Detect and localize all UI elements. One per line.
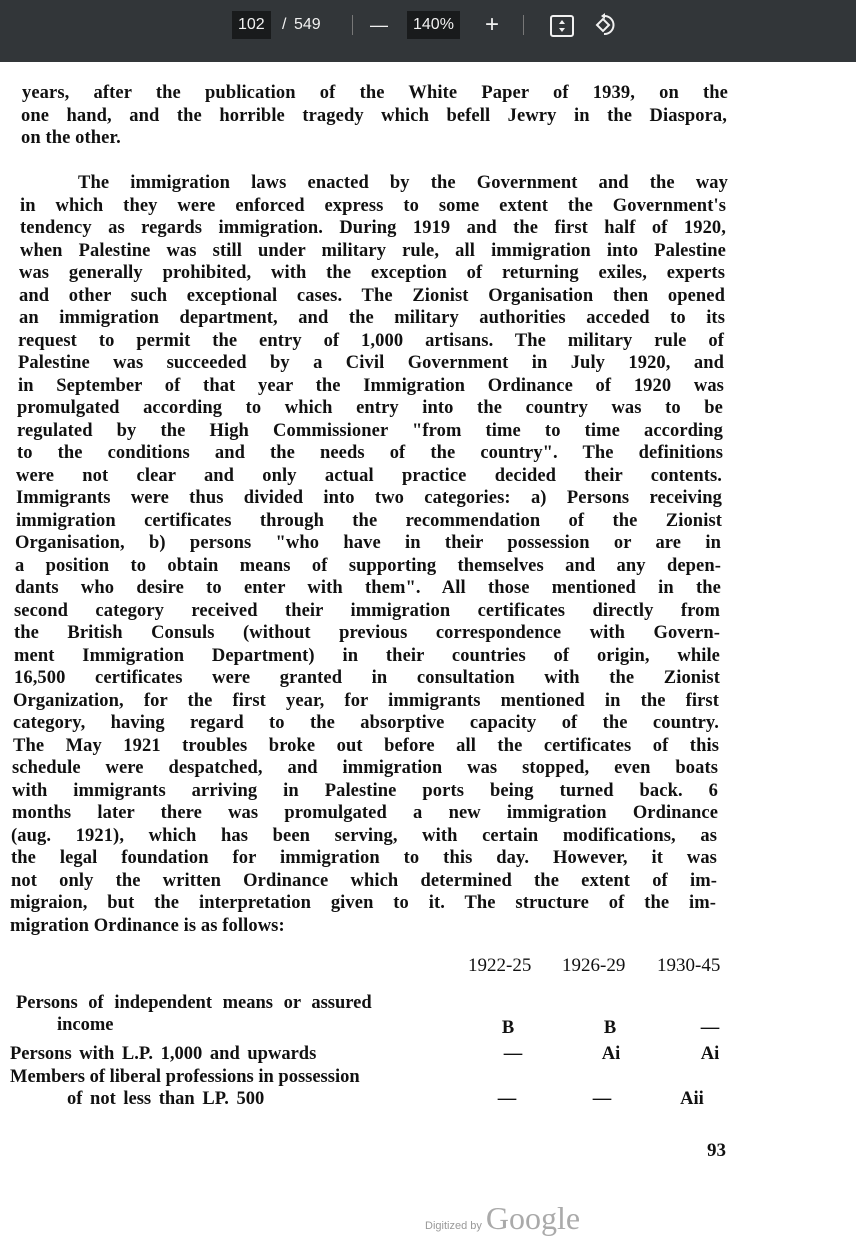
text-line: Organisation, b) persons "who have in their possession or are in	[15, 533, 721, 553]
table-header: 1930-45	[657, 955, 721, 976]
table-cell: B	[603, 1018, 617, 1038]
text-line: in September of that year the Immigration Ordinance of 1920 was	[18, 375, 724, 396]
text-line: with immigrants arriving in Palestine ports being turned back. 6	[12, 780, 718, 801]
page-separator: /	[282, 16, 287, 33]
text-line: dants who desire to enter with them". All those mentioned in the	[15, 578, 721, 598]
text-line: were not clear and only actual practice decided their contents.	[16, 465, 722, 486]
text-line: Organization, for the first year, for immigrants mentioned in the first	[13, 690, 719, 711]
text-line: a position to obtain means of supporting themselves and any depen-	[15, 555, 721, 576]
text-line: second category received their immigration certificates directly from	[14, 600, 720, 621]
text-line: category, having regard to the absorptive capacity of the country.	[13, 713, 719, 733]
text-line: immigration certificates through the recommendation of the Zionist	[16, 510, 722, 531]
pdf-page	[0, 62, 856, 1236]
text-line: promulgated according to which entry into the country was to be	[17, 398, 723, 418]
text-line: migration Ordinance is as follows:	[10, 915, 285, 936]
zoom-out-button[interactable]: —	[370, 15, 388, 35]
text-line: schedule were despatched, and immigration was stopped, even boats	[12, 758, 718, 778]
text-line: request to permit the entry of 1,000 artisans. The military rule of	[18, 330, 724, 351]
table-cell: Ai	[601, 1044, 621, 1064]
text-line: when Palestine was still under military rule, all immigration into Palestine	[20, 240, 726, 261]
divider	[352, 15, 353, 35]
fit-to-page-icon[interactable]	[550, 15, 574, 43]
text-line: The immigration laws enacted by the Government and the way	[78, 173, 728, 193]
table-cell: Ai	[700, 1044, 720, 1064]
table-row-label: Persons of independent means or assured	[16, 993, 372, 1013]
table-cell: Aii	[680, 1089, 704, 1109]
text-line: one hand, and the horrible tragedy which befell Jewry in the Diaspora,	[21, 105, 727, 126]
text-line: not only the written Ordinance which determined the extent of im-	[11, 870, 717, 891]
text-line: was generally prohibited, with the exception of returning exiles, experts	[19, 263, 725, 283]
table-cell: B	[501, 1018, 515, 1038]
table-cell: —	[700, 1018, 720, 1038]
page-number-input[interactable]: 102	[232, 11, 271, 39]
divider	[523, 15, 524, 35]
text-line: tendency as regards immigration. During 1919 and the first half of 1920,	[20, 218, 726, 238]
zoom-level-input[interactable]: 140%	[407, 11, 460, 39]
table-row-label: Members of liberal professions in possession	[10, 1067, 360, 1087]
text-line: 16,500 certificates were granted in consultation with the Zionist	[14, 668, 720, 688]
text-line: months later there was promulgated a new immigration Ordinance	[12, 803, 718, 823]
text-line: ment Immigration Department) in their countries of origin, while	[14, 645, 720, 666]
text-line: in which they were enforced express to some extent the Government's	[20, 195, 726, 216]
text-line: The May 1921 troubles broke out before all the certificates of this	[13, 735, 719, 756]
table-row-label: of not less than LP. 500	[67, 1089, 265, 1109]
text-line: to the conditions and the needs of the country". The definitions	[17, 443, 723, 463]
text-line: (aug. 1921), which has been serving, with certain modifications, as	[11, 825, 717, 846]
table-header: 1922-25	[468, 955, 532, 976]
table-cell: —	[592, 1089, 612, 1109]
table-row-label: Persons with L.P. 1,000 and upwards	[10, 1044, 317, 1064]
watermark-prefix: Digitized by	[425, 1220, 482, 1232]
text-line: the British Consuls (without previous correspondence with Govern-	[14, 623, 720, 643]
text-line: years, after the publication of the White Paper of 1939, on the	[22, 83, 728, 103]
total-pages: 549	[294, 16, 321, 33]
zoom-in-button[interactable]: +	[485, 11, 500, 38]
pdf-toolbar	[0, 0, 856, 62]
text-line: Palestine was succeeded by a Civil Government in July 1920, and	[18, 353, 724, 373]
text-line: Immigrants were thus divided into two categories: a) Persons receiving	[16, 488, 722, 508]
page-number: 93	[707, 1140, 726, 1161]
text-line: regulated by the High Commissioner "from time to time according	[17, 420, 723, 441]
table-header: 1926-29	[562, 955, 626, 976]
text-line: and other such exceptional cases. The Zionist Organisation then opened	[19, 285, 725, 306]
table-cell: —	[503, 1044, 523, 1064]
table-cell: —	[497, 1089, 517, 1109]
watermark-brand: Google	[485, 1200, 581, 1236]
text-line: migraion, but the interpretation given to it. The structure of the im-	[10, 893, 716, 913]
text-line: the legal foundation for immigration to this day. However, it was	[11, 848, 717, 868]
text-line: an immigration department, and the military authorities acceded to its	[19, 308, 725, 328]
rotate-icon[interactable]	[593, 12, 619, 40]
google-watermark	[425, 1200, 580, 1237]
text-line: on the other.	[21, 128, 121, 148]
table-row-label: income	[57, 1015, 114, 1035]
